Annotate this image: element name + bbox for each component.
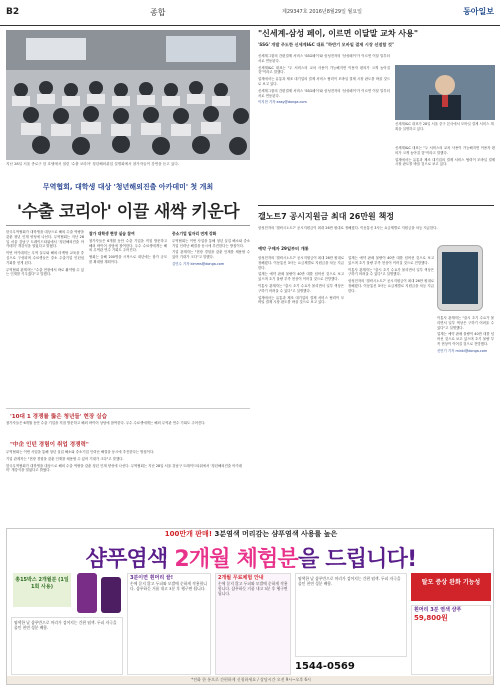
mid-red-headline-2: "中企 인턴 경험이 취업 경쟁력" <box>10 442 89 448</box>
ad-headline-b: 2개월 체험분 <box>174 547 298 572</box>
ad-right-title: 흰머리 3분 염색 샴푸 <box>414 607 462 613</box>
ad-left-text: 염색한 날 샴푸만으로 머리가 검어지는 간편 염색. 두피 자극을 줄인 천연 성분 배합. <box>11 617 123 675</box>
issue-info: 제29347호 2016년8월29일 월요일 <box>282 9 362 15</box>
paragraph: 업계에서는 유통과 제조 대기업의 결제 서비스 협력이 모바일 결제 시장 판도를 바꿀 것으로 보고 있다. <box>395 157 495 167</box>
phone-screen <box>442 252 478 304</box>
lead-column-2 <box>89 230 167 406</box>
paragraph: 삼성전자의 '갤럭시노트7' 공시지원금이 최대 26만 원대로 정해졌다. 이동통신 3사는 요금제별로 지원금을 차등 지급한다. <box>258 226 438 230</box>
smartphone-image <box>437 245 483 311</box>
paragraph: 신세계그룹의 간편결제 서비스 'SSG페이'와 삼성전자의 '삼성페이'가 이르면 이달 말부터 서로 연동된다. <box>258 88 390 98</box>
portrait-photo <box>395 65 495 120</box>
note7-subhead: 예약 구매자 29일부터 개통 <box>258 246 309 251</box>
paragraph: 한국무역협회가 대학생을 대상으로 해외 수출 역량을 갖춘 청년 인재 양성에 나선다. 무역협회는 지난 28일 서울 강남구 트레이드타워에서 '청년해외진출 아카데미' 개강식을 열었다고 밝혔다. <box>6 463 242 473</box>
right-top-body <box>258 54 390 202</box>
paragraph: 한국무역협회가 대학생을 대상으로 해외 수출 역량을 갖춘 청년 인재 양성에 나선다. 무역협회는 지난 28일 서울 강남구 트레이드타워에서 '청년해외진출 아카데미' 개강식을 열었다고 밝혔다. <box>6 230 84 249</box>
paragraph: 신세계I&C 대표는 "두 서비스의 교차 사용이 가능해지면 이용자 편의가 크게 높아질 것"이라고 말했다. <box>395 146 495 155</box>
paragraph: 이번 아카데미는 무역 실무와 해외 마케팅 교육을 중심으로 구성되며 수료생들은 중소 수출기업 인턴십 기회를 얻게 된다. <box>6 251 84 265</box>
paragraph: 이통사 관계자는 "출시 초기 수요가 몰리면서 일부 색상은 구하기 어려울 수 있다"고 설명했다. <box>348 267 434 277</box>
ad-free-trial-box <box>215 573 291 675</box>
mid-body <box>6 421 250 437</box>
lead-photo <box>6 30 250 160</box>
note7-headline: 갤노트7 공시지원금 최대 26만원 책정 <box>258 212 395 221</box>
ad-right-box <box>411 605 491 675</box>
paragraph: 업계에서는 유통과 제조 대기업의 결제 서비스 협력이 모바일 결제 시장 판도를 바꿀 것으로 보고 있다. <box>258 77 390 86</box>
ad-mid-title: 3분이면 흰머리 끝! <box>130 575 174 581</box>
ad-headline-a: 샴푸염색 <box>85 547 175 572</box>
ad-headline-c: 을 드립니다! <box>297 547 417 572</box>
divider <box>258 205 494 206</box>
lead-kicker: 무역협회, 대학생 대상 '청년해외진출 아카데미' 첫 개최 <box>42 183 214 191</box>
product-bottle <box>101 577 121 613</box>
divider <box>6 225 250 226</box>
paragraph: 업계는 예약 판매 물량이 40만 대를 넘어선 것으로 보고 있으며 초기 물량 부족 현상이 이어질 것으로 전망했다. <box>348 256 434 265</box>
ad-mid-text: 손에 묻지 않고 두피와 모발에 순하게 작용합니다. 샴푸하듯 거품 내고 3분 후 헹구면 됩니다. <box>130 581 207 591</box>
column-subhead: 중소기업 일자리 연계 강화 <box>172 231 217 236</box>
paragraph: 협회는 올해 200명을 시작으로 내년에는 참가 규모를 확대할 계획이다. <box>89 255 167 264</box>
lead-headline: '수출 코리아' 이끌 새싹 키운다 <box>16 202 240 222</box>
paragraph: 신세계I&C 대표는 "두 서비스의 교차 사용이 가능해지면 이용자 편의가 크게 높아질 것"이라고 말했다. <box>258 65 390 75</box>
note7-lead <box>258 226 494 242</box>
note7-column-2 <box>348 256 434 522</box>
note7-column-1 <box>258 256 344 522</box>
ad-phone-number: 1544-0569 <box>295 661 355 672</box>
lead-column-1 <box>6 230 84 406</box>
paragraph: 기업 관계자는 "현장 경험을 갖춘 인재를 채용할 수 있어 기대가 크다"고 말했다. <box>172 250 250 260</box>
column-subhead: 참가 대학생 현장 실습 참여 <box>89 231 135 236</box>
paragraph: 삼성전자의 '갤럭시노트7' 공시지원금이 최대 26만 원대로 정해졌다. 이동통신 3사는 요금제별로 지원금을 차등 지급한다. <box>258 256 344 270</box>
right-headline: "신세계-삼성 페이, 이르면 이달말 교차 사용" <box>258 29 418 38</box>
masthead-logo: 동아일보 <box>463 7 494 16</box>
mid-body-2 <box>6 450 242 522</box>
shampoo-advertisement <box>6 528 494 685</box>
portrait-caption: 신세계I&C 대표가 28일 서울 중구 본사에서 모바일 결제 서비스 계획을 설명하고 있다. <box>395 122 494 131</box>
ad-price: 59,800원 <box>414 614 448 622</box>
ad-footer: *전화 한 통으로 간편하게 신청하세요 / 상담시간 오전 9시~오후 6시 <box>7 676 494 684</box>
paragraph: 업계에서는 유통과 제조 대기업의 결제 서비스 협력이 모바일 결제 시장 판도를 바꿀 것으로 보고 있다. <box>258 295 344 305</box>
page-header <box>0 0 500 26</box>
paragraph: 신세계그룹의 간편결제 서비스 'SSG페이'와 삼성전자의 '삼성페이'가 이르면 이달 말부터 서로 연동된다. <box>258 54 390 63</box>
ad-headline <box>7 542 494 572</box>
mid-red-headline: '10대 1 경쟁률 뚫은 청년들' 현장 실습 <box>10 414 108 420</box>
note7-column-3 <box>437 316 494 522</box>
byline: 김민수 기자 kimms@donga.com <box>172 261 225 266</box>
ad-top-text: 3분염색 머리감는 샴푸염색 사용률 높은 <box>214 530 338 538</box>
ad-right-badge: 탈모 증상 완화 기능성 <box>411 573 491 601</box>
right-top-body-2 <box>395 146 495 204</box>
ad-center-text: 염색한 날 샴푸만으로 머리가 검어지는 간편 염색. 두피 자극을 줄인 천연 성분 배합. <box>298 576 401 586</box>
product-bottle <box>77 573 97 613</box>
paragraph: 무역협회 관계자는 "수출 현장에서 바로 활약할 수 있는 인재를 키우겠다"고 말했다. <box>6 267 84 277</box>
paragraph: 무역협회는 이번 사업을 통해 청년 실업 해소와 중소기업 인력난 해결을 동시에 추진한다는 방침이다. <box>172 238 250 248</box>
paragraph: 삼성전자의 '갤럭시노트7' 공시지원금이 최대 26만 원대로 정해졌다. 이동통신 3사는 요금제별로 지원금을 차등 지급한다. <box>348 279 434 293</box>
paragraph: 무역협회는 이번 사업을 통해 청년 실업 해소와 중소기업 인력난 해결을 동시에 추진한다는 방침이다. <box>6 450 155 454</box>
paragraph: 업계는 예약 판매 물량이 40만 대를 넘어선 것으로 보고 있으며 초기 물량 부족 현상이 이어질 것으로 전망했다. <box>258 272 344 282</box>
lead-photo-caption: 지난 28일 서울 종로구 한 호텔에서 열린 '수출 코리아' 청년해외취업 설명회에서 참가자들이 강연을 듣고 있다. <box>6 162 179 166</box>
paragraph: 기업 관계자는 "현장 경험을 갖춘 인재를 채용할 수 있어 기대가 크다"고 말했다. <box>6 456 124 461</box>
paragraph: 참가자들은 6개월 동안 수출 기업을 직접 방문하고 해외 바이어 상담에 참여한다. 우수 수료생에게는 해외 무역관 연수 기회도 주어진다. <box>89 238 167 253</box>
byline: 신민기 기자 minki@donga.com <box>437 348 488 353</box>
ad-top-highlight: 100만개 판매! <box>164 530 213 538</box>
page-number: B2 <box>6 7 20 17</box>
right-subheadline: 'SSG' 개발 주도한 신세계I&C 대표 "하반기 모바일 결제 시장 선점할 것" <box>258 42 395 47</box>
ad-mid-box <box>127 573 211 675</box>
paragraph: 이통사 관계자는 "출시 초기 수요가 몰리면서 일부 색상은 구하기 어려울 수 있다"고 설명했다. <box>258 283 344 293</box>
divider <box>6 408 250 409</box>
ad-badge-left: 총15박스 2개월분 (1일 1회 사용) <box>13 573 71 607</box>
ad-free-title: 2개월 무료체험 안내 <box>218 575 264 581</box>
ad-center-right-box <box>295 573 407 657</box>
lead-column-3 <box>172 230 250 406</box>
paragraph: 이통사 관계자는 "출시 초기 수요가 몰리면서 일부 색상은 구하기 어려울 수 있다"고 설명했다. <box>437 316 494 330</box>
byline: 이지현 기자 easy@donga.com <box>258 100 307 105</box>
paragraph: 참가자들은 6개월 동안 수출 기업을 직접 방문하고 해외 바이어 상담에 참여한다. 우수 수료생에게는 해외 무역관 연수 기회도 주어진다. <box>6 421 206 425</box>
paragraph: 업계는 예약 판매 물량이 40만 대를 넘어선 것으로 보고 있으며 초기 물량 부족 현상이 이어질 것으로 전망했다. <box>437 332 494 346</box>
ad-free-text: 손에 묻지 않고 두피와 모발에 순하게 작용합니다. 샴푸하듯 거품 내고 3분 후 헹구면 됩니다. <box>218 581 288 596</box>
ad-top-line <box>7 529 494 541</box>
section-name: 종합 <box>150 8 166 17</box>
